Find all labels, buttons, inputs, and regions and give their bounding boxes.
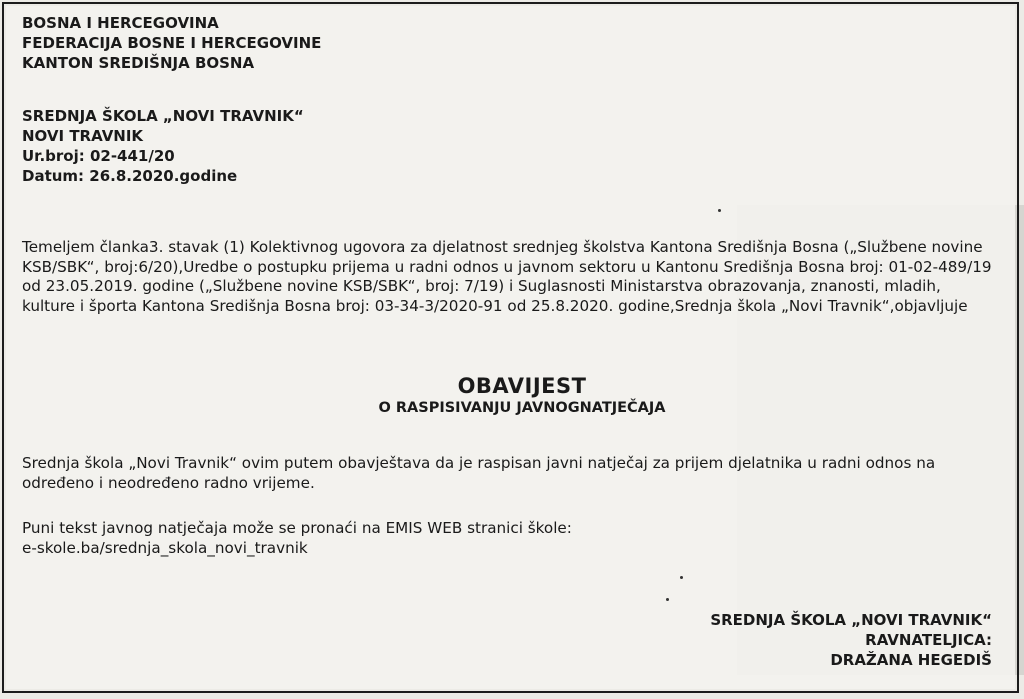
school-info [22,106,304,186]
reference-number: Ur.broj: 02-441/20 [22,147,175,165]
header-country: BOSNA I HERCEGOVINA [22,14,219,32]
print-speck [666,598,669,601]
website-link[interactable]: e-skole.ba/srednja_skola_novi_travnik [22,539,308,557]
fulltext-line: Puni tekst javnog natječaja može se pronaći na EMIS WEB stranici škole: [22,519,572,537]
signature-block [710,610,992,670]
signature-school: SREDNJA ŠKOLA „NOVI TRAVNIK“ [710,611,992,629]
signature-role: RAVNATELJICA: [865,631,992,649]
document-date: Datum: 26.8.2020.godine [22,167,238,185]
print-speck [718,209,721,212]
notice-heading [0,374,1024,418]
header-federation: FEDERACIJA BOSNE I HERCEGOVINE [22,34,322,52]
intro-paragraph: Temeljem članka3. stavak (1) Kolektivnog ugovora za djelatnost srednjeg školstva Kantona Središnja Bosna („Službene novine KSB/SBK“, broj:6/20),Uredbe o postupku prijema u radni odnos u javnom sektoru u Kantonu Središnja Bosna broj: 01-02-489/19 od 23.05.2019. godine („Službene novine KSB/SBK“, broj: 7/19) i Suglasnosti Ministarstva obrazovanja, znanosti, mladih, kulture i športa Kantona Središnja Bosna broj: 03-34-3/2020-91 od 25.8.2020. godine,Srednja škola „Novi Travnik“,objavljuje [22,238,992,315]
print-speck [680,576,683,579]
issuer-header [22,13,321,73]
fulltext-paragraph [22,518,982,558]
signature-name: DRAŽANA HEGEDIŠ [830,651,992,669]
school-city: NOVI TRAVNIK [22,127,144,145]
school-name: SREDNJA ŠKOLA „NOVI TRAVNIK“ [22,107,304,125]
announcement-paragraph: Srednja škola „Novi Travnik“ ovim putem obavještava da je raspisan javni natječaj za prijem djelatnika u radni odnos na određeno i neodređeno radno vrijeme. [22,454,936,492]
notice-subtitle: O RASPISIVANJU JAVNOGNATJEČAJA [378,400,666,416]
notice-title: OBAVIJEST [457,374,587,398]
header-canton: KANTON SREDIŠNJA BOSNA [22,54,255,72]
